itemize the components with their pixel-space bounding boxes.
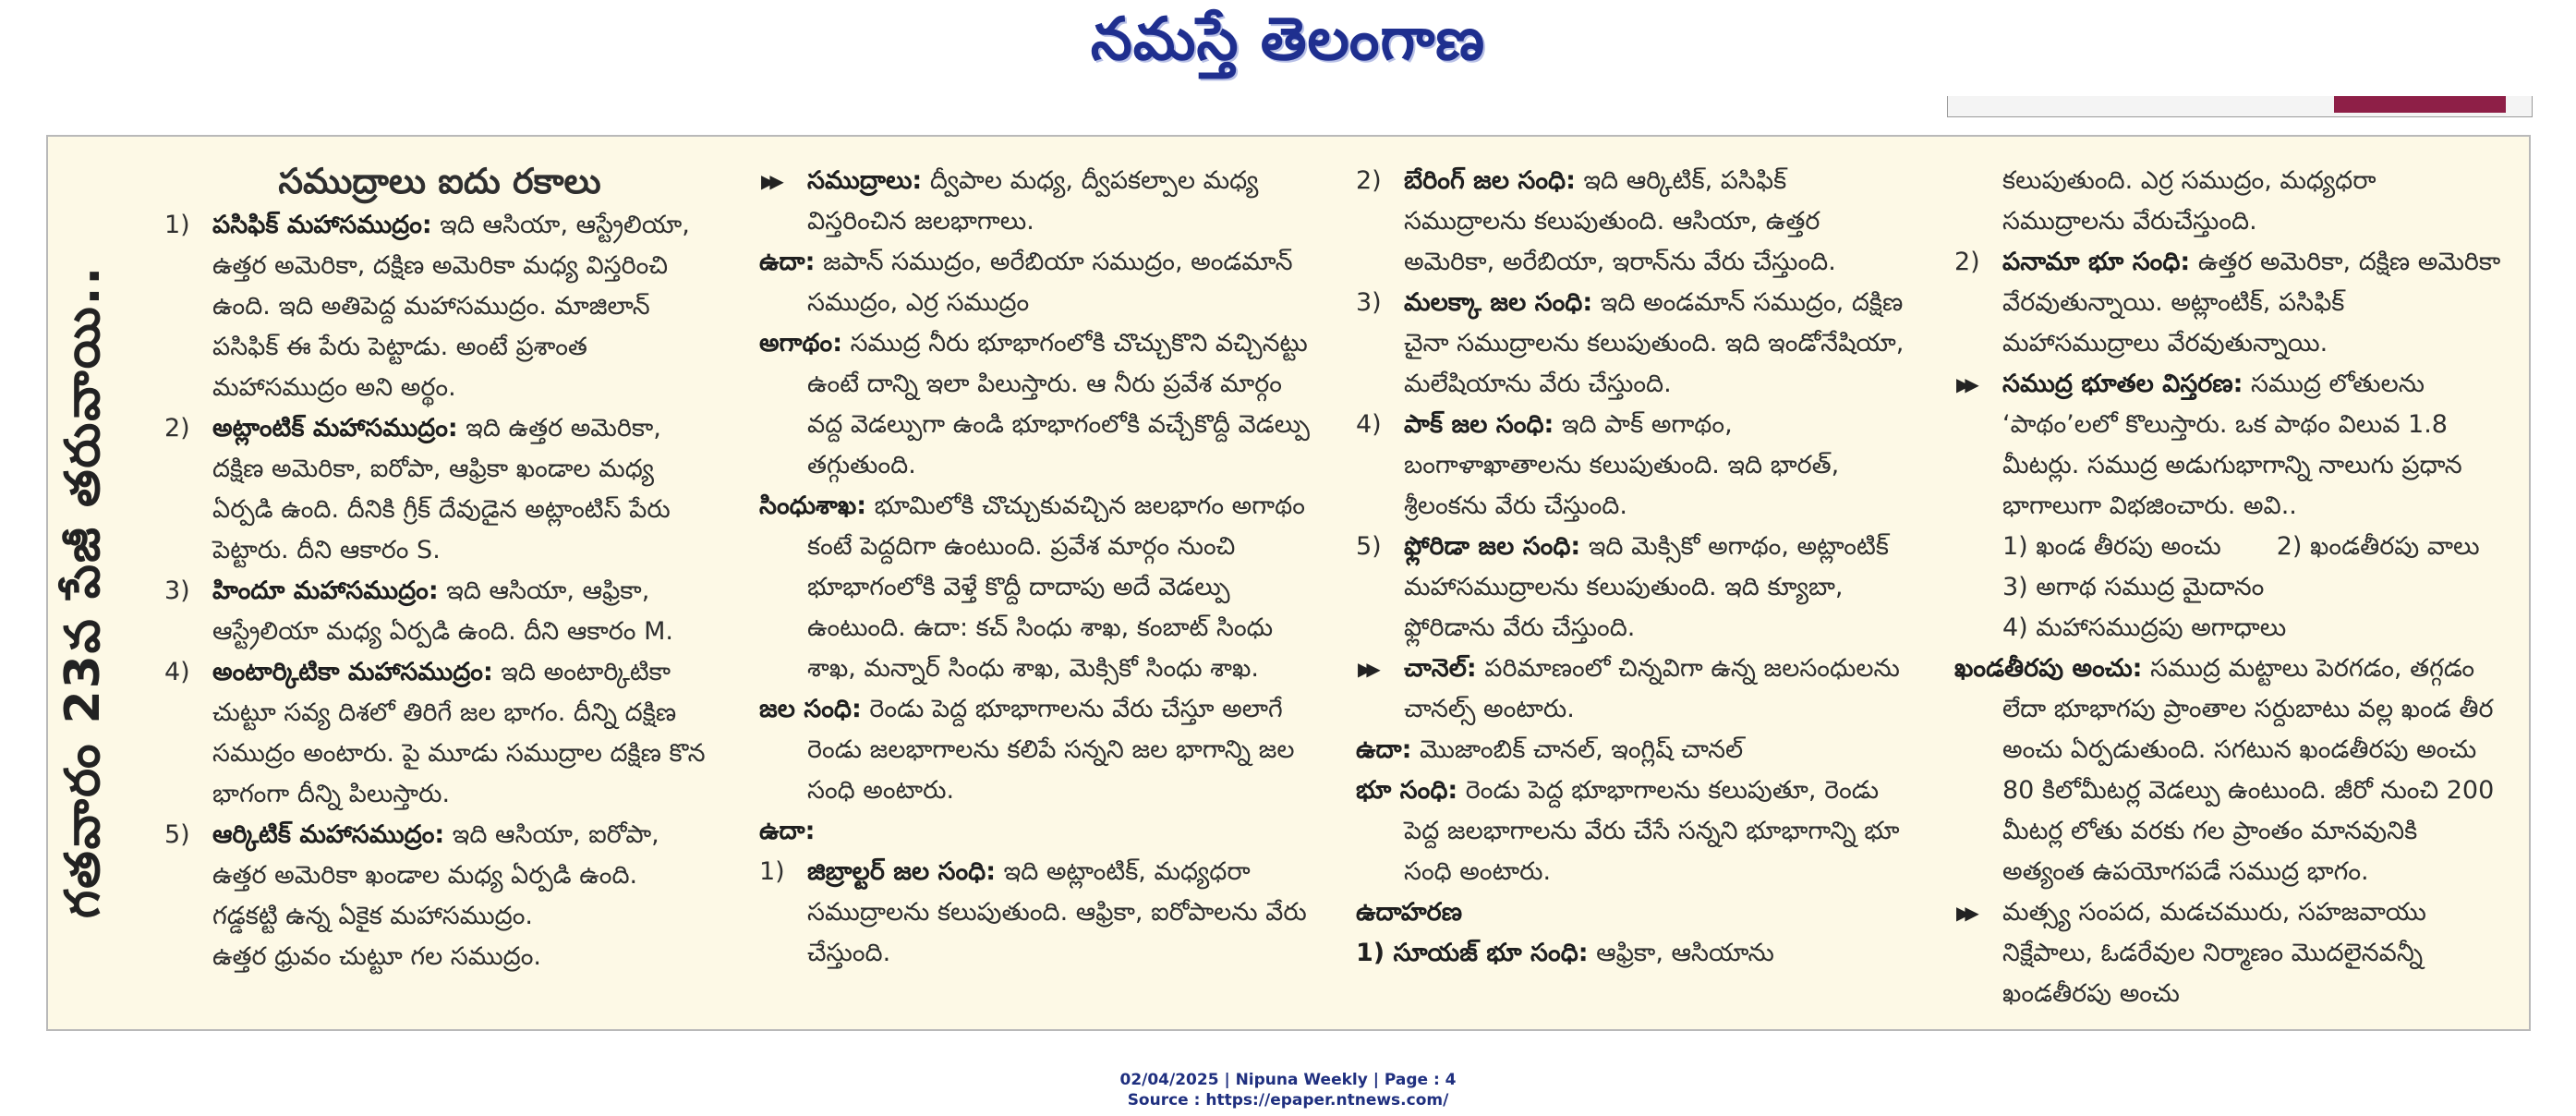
paragraph: ఉదాహరణ: [1356, 898, 1462, 927]
double-triangle-icon: ▶▶: [1956, 373, 1974, 395]
paragraph: సింధుశాఖ: భూమిలోకి చొచ్చుకువచ్చిన జలభాగం అగాథం కంటే పెద్దదిగా ఉంటుంది. ప్రవేశ మార్గం నుంచి భూభాగంలోకి వెళ్తే కొద్దీ దాదాపు అదే వెడల్పు ఉంటుంది. ఉదా: కచ్ సింధు శాఖ, కంబాట్ సింధు శాఖ, మన్నార్ సింధు శాఖ, మెక్సికో సింధు శాఖ.: [759, 491, 1305, 683]
column-1: [164, 161, 715, 977]
list-item: 1) పసిఫిక్ మహాసముద్రం: ఇది ఆసియా, ఆస్ట్రేలియా, ఉత్తర అమెరికా, దక్షిణ అమెరికా మధ్య విస్తరించి ఉంది. ఇది అతిపెద్ద మహాసముద్రం. మాజిలాన్ పసిఫిక్ ఈ పేరు పెట్టాడు. అంటే ప్రశాంత మహాసముద్రం అని అర్థం.: [164, 211, 690, 402]
bullet-paragraph: ▶▶ చానెల్: పరిమాణంలో చిన్నవిగా ఉన్న జలసంధులను చానల్స్ అంటారు.: [1356, 649, 1906, 730]
paragraph: ఉత్తర ధ్రువం చుట్టూ గల సముద్రం.: [212, 942, 542, 971]
sub-list-row: 1) ఖండ తీరపు అంచు 2) ఖండతీరపు వాలు: [2002, 532, 2480, 561]
paragraph: ఉదా: జపాన్ సముద్రం, అరేబియా సముద్రం, అండమాన్ సముద్రం, ఎర్ర సముద్రం: [759, 248, 1293, 317]
paragraph: అగాథం: సముద్ర నీరు భూభాగంలోకి చొచ్చుకొని వచ్చినట్టు ఉంటే దాన్ని ఇలా పిలుస్తారు. ఆ నీరు ప్రవేశ మార్గం వద్ద వెడల్పుగా ఉండి భూభాగంలోకి వచ్చేకొద్దీ వెడల్పు తగ్గుతుంది.: [759, 329, 1310, 479]
sub-list-row: 3) అగాథ సముద్ర మైదానం: [2002, 573, 2265, 601]
sub-list-row: 4) మహాసముద్రపు అగాధాలు: [2002, 613, 2287, 642]
masthead-logo: నమస్తే తెలంగాణ: [1090, 6, 1486, 74]
ad-strip: [1947, 96, 2533, 117]
list-item: 2) పనామా భూ సంధి: ఉత్తర అమెరికా, దక్షిణ అమెరికా వేరవుతున్నాయి. అట్లాంటిక్, పసిఫిక్ మహాసముద్రాలు వేరవుతున్నాయి.: [1954, 248, 2501, 358]
paragraph: జల సంధి: రెండు పెద్ద భూభాగాలను వేరు చేస్తూ అలాగే రెండు జలభాగాలను కలిపే సన్నని జల భాగాన్ని జల సంధి అంటారు.: [759, 695, 1295, 805]
list-item: 4) పాక్ జల సంధి: ఇది పాక్ అగాథం, బంగాళాఖాతాలను కలుపుతుంది. ఇది భారత్, శ్రీలంకను వేరు చేస్తుంది.: [1356, 410, 1840, 520]
list-item: 1) జిబ్రాల్టర్ జల సంధి: ఇది అట్లాంటిక్, మధ్యధరా సముద్రాలను కలుపుతుంది. ఆఫ్రికా, ఐరోపాలను వేరు చేస్తుంది.: [759, 857, 1307, 967]
column-4: [1954, 161, 2505, 1014]
paragraph: 1) సూయజ్ భూ సంధి: ఆఫ్రికా, ఆసియాను: [1356, 939, 1774, 967]
vertical-title-text: గతవారం 23వ పేజీ తరువాయి..: [55, 264, 112, 918]
bullet-paragraph: ▶▶ సముద్రాలు: ద్వీపాల మధ్య, ద్వీపకల్పాల మధ్య విస్తరించిన జలభాగాలు.: [759, 161, 1310, 242]
section-heading: సముద్రాలు ఐదు రకాలు: [278, 161, 601, 201]
list-item: 2) బేరింగ్ జల సంధి: ఇది ఆర్కిటిక్, పసిఫిక్ సముద్రాలను కలుపుతుంది. ఆసియా, ఉత్తర అమెరికా, అరేబియా, ఇరాన్‌ను వేరు చేస్తుంది.: [1356, 166, 1836, 276]
column-2: [759, 161, 1310, 974]
double-triangle-icon: ▶▶: [761, 170, 779, 192]
ad-image: [2334, 96, 2506, 113]
list-item: 4) అంటార్కిటికా మహాసముద్రం: ఇది అంటార్కిటికా చుట్టూ సవ్య దిశలో తిరిగే జల భాగం. దీన్ని దక్షిణ సముద్రం అంటారు. పై మూడు సముద్రాల దక్షిణ కొన భాగంగా దీన్ని పిలుస్తారు.: [164, 658, 706, 808]
list-item: 5) ఫ్లోరిడా జల సంధి: ఇది మెక్సికో అగాథం, అట్లాంటిక్ మహాసముద్రాలను కలుపుతుంది. ఇది క్యూబా, ఫ్లోరిడాను వేరు చేస్తుంది.: [1356, 532, 1889, 642]
list-item: 3) మలక్కా జల సంధి: ఇది అండమాన్ సముద్రం, దక్షిణ చైనా సముద్రాలను కలుపుతుంది. ఇది ఇండోనేషియా, మలేషియాను వేరు చేస్తుంది.: [1356, 288, 1905, 398]
footer-source-line: Source : https://epaper.ntnews.com/: [1127, 1091, 1449, 1110]
paragraph: భూ సంధి: రెండు పెద్ద భూభాగాలను కలుపుతూ, రెండు పెద్ద జలభాగాలను వేరు చేసే సన్నని భూభాగాన్ని భూ సంధి అంటారు.: [1356, 776, 1900, 886]
double-triangle-icon: ▶▶: [1358, 658, 1375, 680]
footer-date-line: 02/04/2025 | Nipuna Weekly | Page : 4: [1119, 1071, 1457, 1089]
paragraph: ఉదా: మొజాంబిక్ చానల్, ఇంగ్లిష్ చానల్: [1356, 735, 1744, 764]
bullet-paragraph: ▶▶ సముద్ర భూతల విస్తరణ: సముద్ర లోతులను ‘పాథం’లలో కొలుస్తారు. ఒక పాథం విలువ 1.8 మీటర్లు. సముద్ర అడుగుభాగాన్ని నాలుగు ప్రధాన భాగాలుగా విభజించారు. అవి..: [1954, 364, 2505, 527]
vertical-title: [48, 249, 131, 933]
paragraph: ఉదా:: [759, 817, 816, 845]
column-3: [1356, 161, 1906, 974]
paragraph: కలుపుతుంది. ఎర్ర సముద్రం, మధ్యధరా సముద్రాలను వేరుచేస్తుంది.: [2002, 166, 2376, 236]
list-item: 5) ఆర్కిటిక్ మహాసముద్రం: ఇది ఆసియా, ఐరోపా, ఉత్తర అమెరికా ఖండాల మధ్య ఏర్పడి ఉంది.: [164, 820, 659, 890]
list-item: 2) అట్లాంటిక్ మహాసముద్రం: ఇది ఉత్తర అమెరికా, దక్షిణ అమెరికా, ఐరోపా, ఆఫ్రికా ఖండాల మధ్య ఏర్పడి ఉంది. దీనికి గ్రీక్ దేవుడైన అట్లాంటిస్ పేరు పెట్టారు. దీని ఆకారం S.: [164, 414, 671, 564]
paragraph: గడ్డకట్టి ఉన్న ఏకైక మహాసముద్రం.: [212, 902, 533, 930]
page-footer: [0, 1070, 2576, 1110]
double-triangle-icon: ▶▶: [1956, 902, 1974, 924]
list-item: 3) హిందూ మహాసముద్రం: ఇది ఆసియా, ఆఫ్రికా, ఆస్ట్రేలియా మధ్య ఏర్పడి ఉంది. దీని ఆకారం M.: [164, 576, 673, 646]
bullet-paragraph: ▶▶ మత్స్య సంపద, మడచమురు, సహజవాయు నిక్షేపాలు, ఓడరేవుల నిర్మాణం మొదలైనవన్నీ ఖండతీరపు అంచు: [1954, 892, 2505, 1014]
paragraph: ఖండతీరపు అంచు: సముద్ర మట్టాలు పెరగడం, తగ్గడం లేదా భూభాగపు ప్రాంతాల సర్దుబాటు వల్ల ఖండ తీర అంచు ఏర్పడుతుంది. సగటున ఖండతీరపు అంచు 80 కిలోమీటర్ల వెడల్పు ఉంటుంది. జీరో నుంచి 200 మీటర్ల లోతు వరకు గల ప్రాంతం మానవునికి అత్యంత ఉపయోగపడే సముద్ర భాగం.: [1954, 654, 2495, 886]
